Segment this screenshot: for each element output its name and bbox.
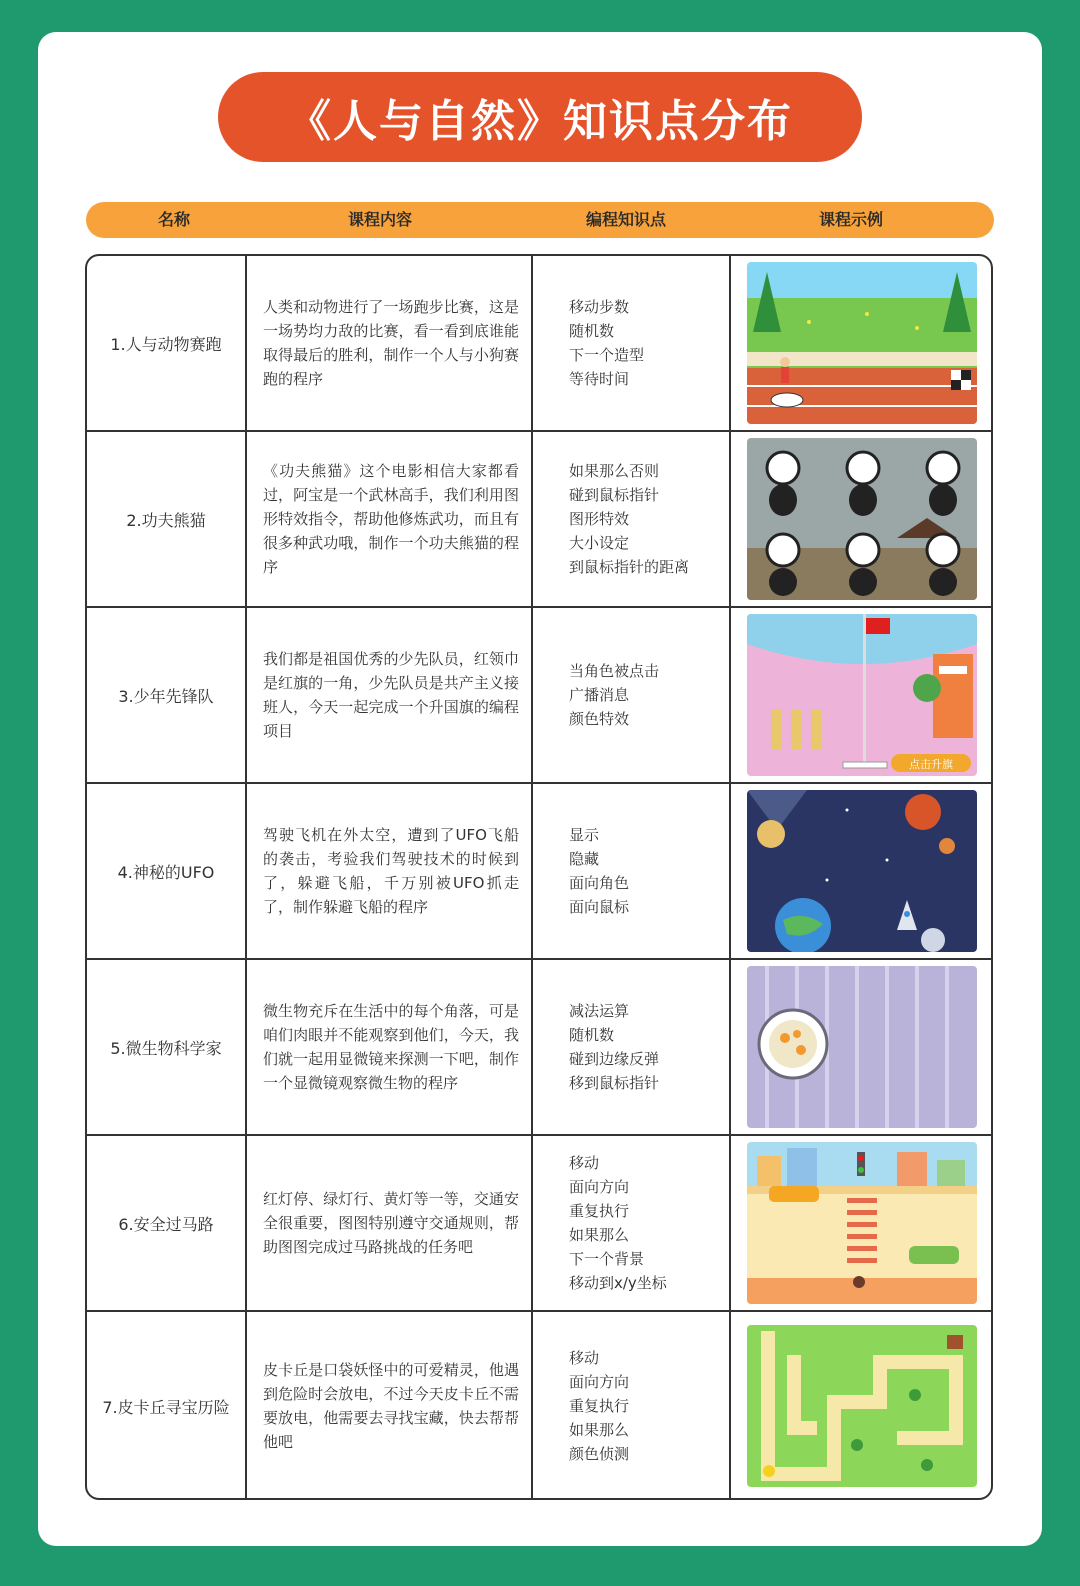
knowledge-point: 图形特效 bbox=[569, 510, 630, 528]
course-table bbox=[85, 254, 993, 1500]
course-description: 人类和动物进行了一场跑步比赛，这是一场势均力敌的比赛，看一看到底谁能取得最后的胜利，制作一个人与小狗赛跑的程序 bbox=[247, 256, 533, 430]
knowledge-points bbox=[533, 1136, 731, 1310]
knowledge-point: 减法运算 bbox=[569, 1002, 630, 1020]
table-row bbox=[87, 608, 991, 784]
header-name: 名称 bbox=[157, 210, 190, 229]
knowledge-point: 面向方向 bbox=[569, 1373, 630, 1391]
knowledge-point: 移到鼠标指针 bbox=[569, 1074, 660, 1092]
knowledge-point: 隐藏 bbox=[569, 850, 600, 868]
knowledge-point: 颜色特效 bbox=[569, 710, 630, 728]
flag-button-text: 点击升旗 bbox=[909, 758, 953, 771]
course-name: 5.微生物科学家 bbox=[87, 960, 247, 1134]
knowledge-points bbox=[533, 784, 731, 958]
course-description: 我们都是祖国优秀的少先队员，红领巾是红旗的一角，少先队员是共产主义接班人，今天一起完成一个升国旗的编程项目 bbox=[247, 608, 533, 782]
maze-scene-image bbox=[747, 1325, 977, 1487]
course-name: 1.人与动物赛跑 bbox=[87, 256, 247, 430]
table-row bbox=[87, 1136, 991, 1312]
knowledge-point: 下一个造型 bbox=[569, 346, 645, 364]
course-name: 7.皮卡丘寻宝历险 bbox=[87, 1312, 247, 1500]
header-content: 课程内容 bbox=[347, 210, 412, 229]
course-description: 《功夫熊猫》这个电影相信大家都看过，阿宝是一个武林高手，我们利用图形特效指令，帮助他修炼武功，而且有很多种武功哦，制作一个功夫熊猫的程序 bbox=[247, 432, 533, 606]
table-row bbox=[87, 1312, 991, 1500]
knowledge-point: 如果那么否则 bbox=[569, 462, 660, 480]
knowledge-point: 大小设定 bbox=[569, 534, 630, 552]
knowledge-points bbox=[533, 960, 731, 1134]
example-cell bbox=[731, 784, 993, 958]
microscope-scene-image bbox=[747, 966, 977, 1128]
knowledge-point: 显示 bbox=[569, 826, 600, 844]
page-title bbox=[218, 72, 862, 162]
knowledge-point: 移动到x/y坐标 bbox=[569, 1274, 667, 1292]
knowledge-point: 如果那么 bbox=[569, 1421, 630, 1439]
knowledge-point: 等待时间 bbox=[569, 370, 630, 388]
flag-raising-scene-image bbox=[747, 614, 977, 776]
knowledge-point: 下一个背景 bbox=[569, 1250, 645, 1268]
page-title-text: 《人与自然》知识点分布 bbox=[287, 96, 793, 147]
knowledge-point: 随机数 bbox=[569, 1026, 615, 1044]
course-name: 2.功夫熊猫 bbox=[87, 432, 247, 606]
knowledge-point: 颜色侦测 bbox=[569, 1445, 630, 1463]
example-cell bbox=[731, 1312, 993, 1500]
knowledge-point: 面向角色 bbox=[569, 874, 630, 892]
knowledge-point: 面向方向 bbox=[569, 1178, 630, 1196]
knowledge-points bbox=[533, 256, 731, 430]
space-scene-image bbox=[747, 790, 977, 952]
course-name: 6.安全过马路 bbox=[87, 1136, 247, 1310]
knowledge-point: 碰到边缘反弹 bbox=[569, 1050, 660, 1068]
knowledge-point: 重复执行 bbox=[569, 1202, 630, 1220]
course-name: 3.少年先锋队 bbox=[87, 608, 247, 782]
example-cell bbox=[731, 1136, 993, 1310]
knowledge-point: 广播消息 bbox=[569, 686, 630, 704]
knowledge-point: 碰到鼠标指针 bbox=[569, 486, 660, 504]
knowledge-point: 移动 bbox=[569, 1349, 600, 1367]
table-row bbox=[87, 432, 991, 608]
table-row bbox=[87, 784, 991, 960]
course-description: 微生物充斥在生活中的每个角落，可是咱们肉眼并不能观察到他们，今天，我们就一起用显微镜来探测一下吧，制作一个显微镜观察微生物的程序 bbox=[247, 960, 533, 1134]
header-knowledge: 编程知识点 bbox=[585, 210, 666, 229]
knowledge-points bbox=[533, 1312, 731, 1500]
knowledge-point: 重复执行 bbox=[569, 1397, 630, 1415]
knowledge-point: 当角色被点击 bbox=[569, 662, 660, 680]
example-cell bbox=[731, 256, 993, 430]
crossing-scene-image bbox=[747, 1142, 977, 1304]
course-description: 驾驶飞机在外太空，遭到了UFO飞船的袭击，考验我们驾驶技术的时候到了，躲避飞船，千万别被UFO抓走了，制作躲避飞船的程序 bbox=[247, 784, 533, 958]
knowledge-point: 面向鼠标 bbox=[569, 898, 630, 916]
knowledge-point: 移动 bbox=[569, 1154, 600, 1172]
table-row bbox=[87, 960, 991, 1136]
example-cell bbox=[731, 432, 993, 606]
table-row bbox=[87, 256, 991, 432]
table-header bbox=[86, 202, 994, 238]
header-example: 课程示例 bbox=[818, 210, 883, 229]
knowledge-point: 如果那么 bbox=[569, 1226, 630, 1244]
knowledge-point: 移动步数 bbox=[569, 298, 630, 316]
knowledge-points bbox=[533, 608, 731, 782]
knowledge-points bbox=[533, 432, 731, 606]
knowledge-point: 随机数 bbox=[569, 322, 615, 340]
race-scene-image bbox=[747, 262, 977, 424]
example-cell bbox=[731, 608, 993, 782]
course-name: 4.神秘的UFO bbox=[87, 784, 247, 958]
panda-scene-image bbox=[747, 438, 977, 600]
course-description: 红灯停、绿灯行、黄灯等一等，交通安全很重要，图图特别遵守交通规则，帮助图图完成过马路挑战的任务吧 bbox=[247, 1136, 533, 1310]
example-cell bbox=[731, 960, 993, 1134]
course-description: 皮卡丘是口袋妖怪中的可爱精灵，他遇到危险时会放电，不过今天皮卡丘不需要放电，他需要去寻找宝藏，快去帮帮他吧 bbox=[247, 1312, 533, 1500]
knowledge-point: 到鼠标指针的距离 bbox=[569, 558, 690, 576]
